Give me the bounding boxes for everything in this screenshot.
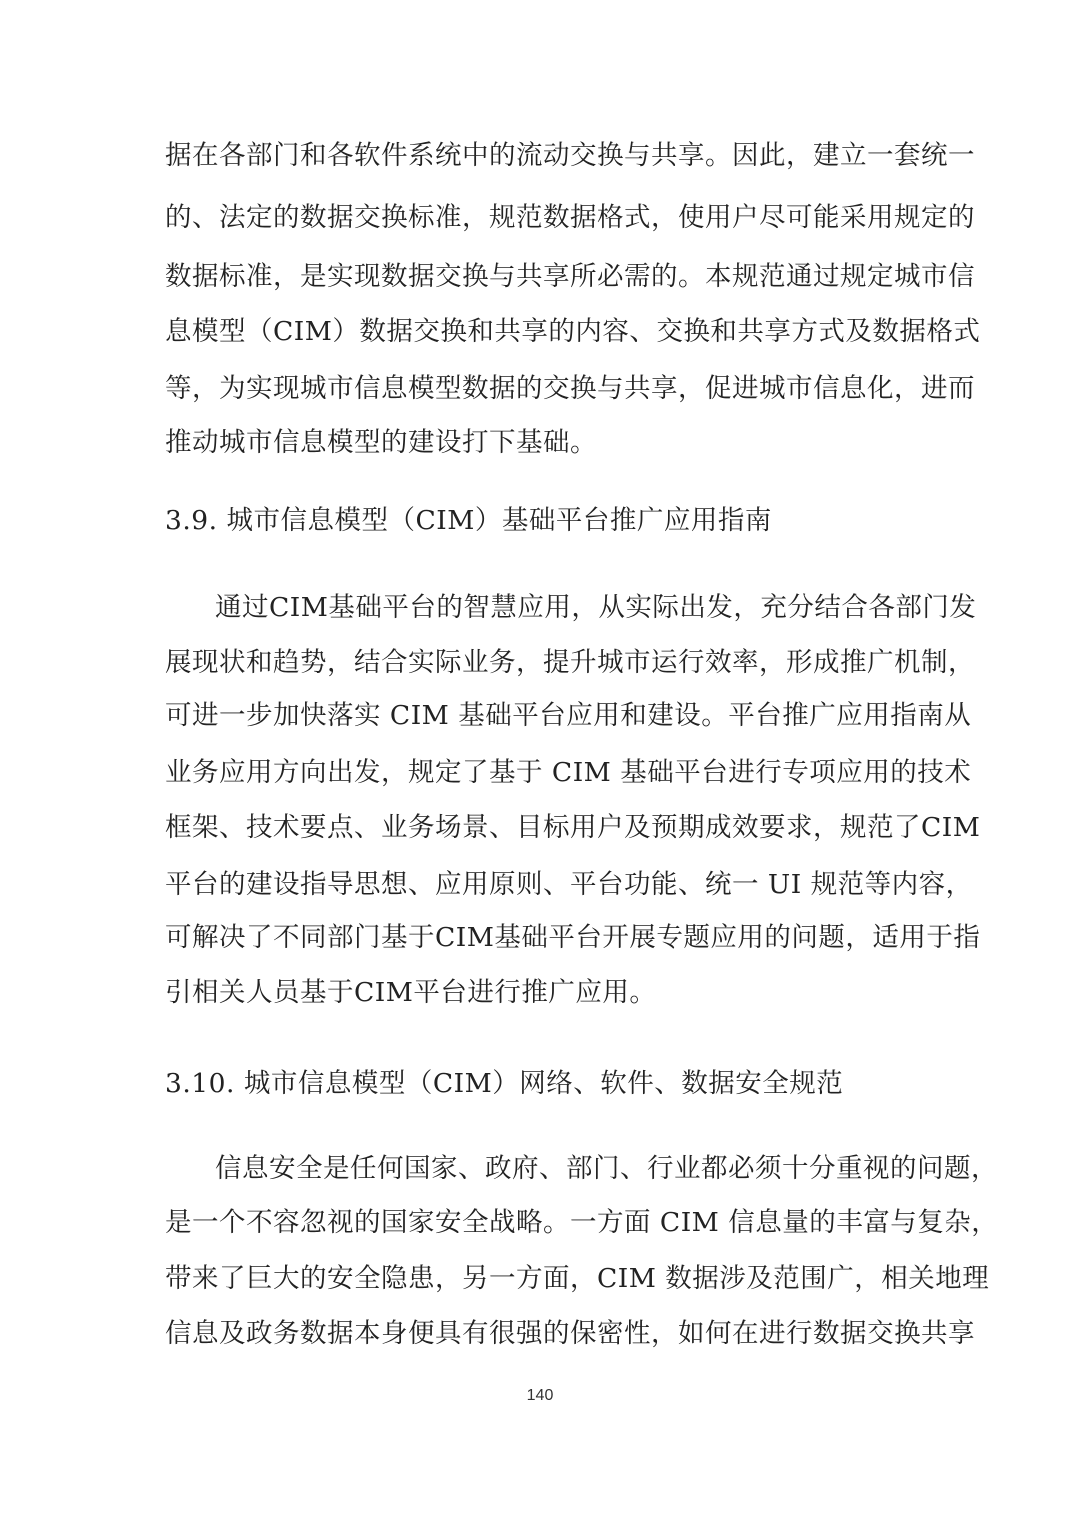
paragraph-line: 框架、技术要点、业务场景、目标用户及预期成效要求，规范了CIM xyxy=(165,812,981,843)
paragraph-line: 推动城市信息模型的建设打下基础。 xyxy=(165,427,597,458)
page-number: 140 xyxy=(526,1387,554,1404)
paragraph-line: 信息安全是任何国家、政府、部门、行业都必须十分重视的问题， xyxy=(215,1153,998,1184)
paragraph-line: 带来了巨大的安全隐患，另一方面，CIM 数据涉及范围广，相关地理 xyxy=(165,1263,990,1294)
paragraph-line: 据在各部门和各软件系统中的流动交换与共享。因此，建立一套统一 xyxy=(165,140,975,171)
paragraph-line: 可解决了不同部门基于CIM基础平台开展专题应用的问题，适用于指 xyxy=(165,922,981,953)
paragraph-line: 信息及政务数据本身便具有很强的保密性，如何在进行数据交换共享 xyxy=(165,1318,975,1349)
section-heading-3-10: 3.10. 城市信息模型（CIM）网络、软件、数据安全规范 xyxy=(165,1068,844,1099)
paragraph-line: 平台的建设指导思想、应用原则、平台功能、统一 UI 规范等内容， xyxy=(165,869,973,900)
paragraph-line: 数据标准，是实现数据交换与共享所必需的。本规范通过规定城市信 xyxy=(165,261,975,292)
paragraph-line: 展现状和趋势，结合实际业务，提升城市运行效率，形成推广机制， xyxy=(165,647,975,678)
paragraph-line: 业务应用方向出发，规定了基于 CIM 基础平台进行专项应用的技术 xyxy=(165,757,972,788)
paragraph-line: 通过CIM基础平台的智慧应用，从实际出发，充分结合各部门发 xyxy=(215,592,977,623)
paragraph-line: 的、法定的数据交换标准，规范数据格式，使用户尽可能采用规定的 xyxy=(165,202,975,233)
paragraph-line: 引相关人员基于CIM平台进行推广应用。 xyxy=(165,977,657,1008)
paragraph-line: 可进一步加快落实 CIM 基础平台应用和建设。平台推广应用指南从 xyxy=(165,700,972,731)
section-heading-3-9: 3.9. 城市信息模型（CIM）基础平台推广应用指南 xyxy=(165,505,772,536)
paragraph-line: 等，为实现城市信息模型数据的交换与共享，促进城市信息化，进而 xyxy=(165,373,975,404)
paragraph-line: 息模型（CIM）数据交换和共享的内容、交换和共享方式及数据格式 xyxy=(165,316,981,347)
paragraph-line: 是一个不容忽视的国家安全战略。一方面 CIM 信息量的丰富与复杂， xyxy=(165,1207,999,1238)
